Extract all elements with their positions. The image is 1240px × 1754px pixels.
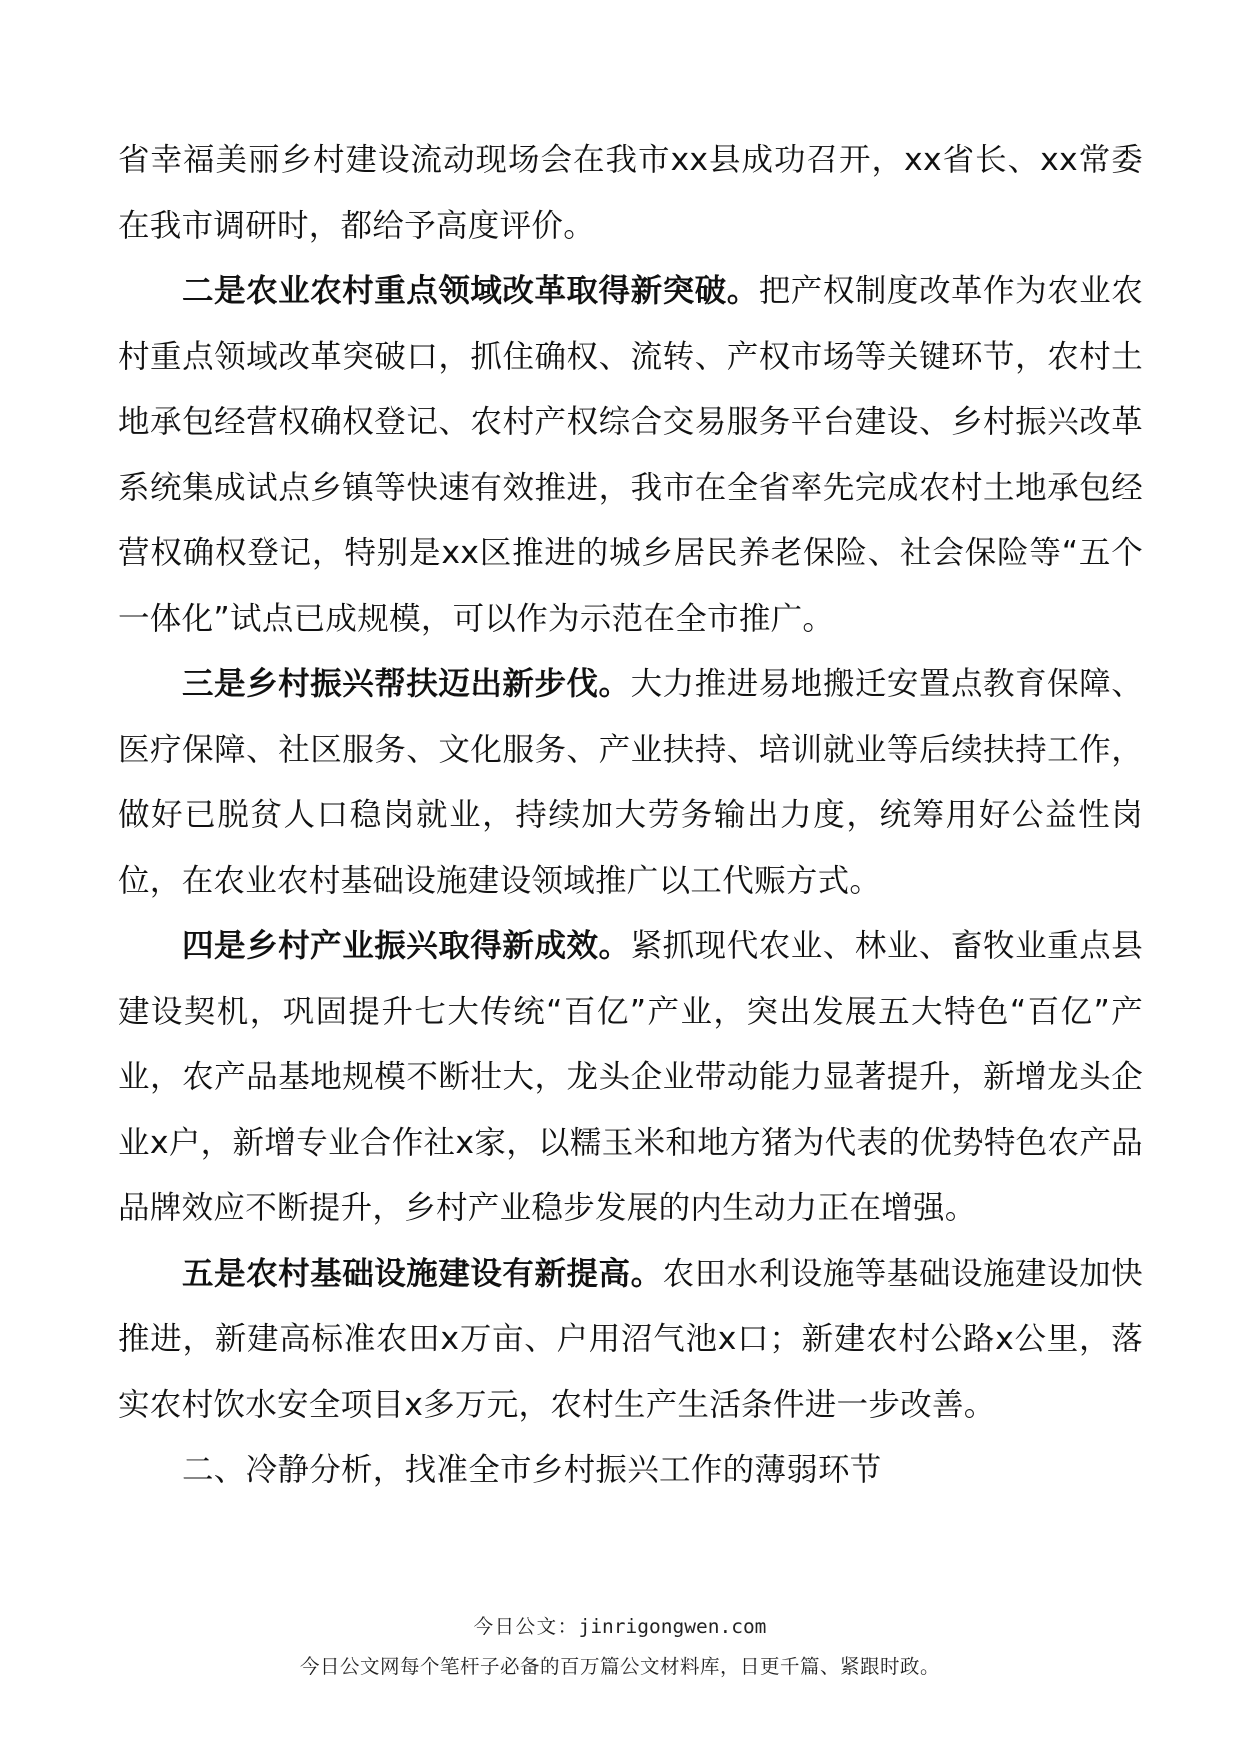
section-heading: 二、冷静分析，找准全市乡村振兴工作的薄弱环节 [182, 1452, 882, 1488]
paragraph-3-text: 大力推进易地搬迁安置点教育保障、医疗保障、社区服务、文化服务、产业扶持、培训就业等后续扶持工作，做好已脱贫人口稳岗就业，持续加大劳务输出力度，统筹用好公益性岗位，在农业农村基础设施建设领域推广以工代赈方式。 [118, 666, 1143, 899]
paragraph-3 [118, 652, 1143, 914]
paragraph-5 [118, 1242, 1143, 1439]
paragraph-3-lead: 三是乡村振兴帮扶迈出新步伐。 [182, 666, 631, 702]
document-body [118, 128, 1143, 1504]
paragraph-1 [118, 128, 1143, 259]
paragraph-4 [118, 914, 1143, 1242]
paragraph-4-lead: 四是乡村产业振兴取得新成效。 [182, 928, 631, 964]
paragraph-5-text: 农田水利设施等基础设施建设加快推进，新建高标准农田x万亩、户用沼气池x口；新建农村公路x公里，落实农村饮水安全项目x多万元，农村生产生活条件进一步改善。 [118, 1255, 1143, 1423]
paragraph-5-lead: 五是农村基础设施建设有新提高。 [182, 1255, 663, 1292]
footer-site-label: 今日公文： [473, 1615, 579, 1638]
paragraph-2 [118, 259, 1143, 652]
paragraph-1-text: 省幸福美丽乡村建设流动现场会在我市xx县成功召开，xx省长、xx常委在我市调研时，都给予高度评价。 [118, 142, 1143, 244]
footer-site-line [0, 1611, 1240, 1639]
paragraph-4-text: 紧抓现代农业、林业、畜牧业重点县建设契机，巩固提升七大传统“百亿”产业，突出发展五大特色“百亿”产业，农产品基地规模不断壮大，龙头企业带动能力显著提升，新增龙头企业x户，新增专业合作社x家，以糯玉米和地方猪为代表的优势特色农产品品牌效应不断提升，乡村产业稳步发展的内生动力正在增强。 [118, 928, 1143, 1226]
paragraph-2-lead: 二是农业农村重点领域改革取得新突破。 [182, 273, 759, 309]
footer-slogan: 今日公文网每个笔杆子必备的百万篇公文材料库，日更千篇、紧跟时政。 [299, 1655, 940, 1678]
paragraph-2-text: 把产权制度改革作为农业农村重点领域改革突破口，抓住确权、流转、产权市场等关键环节，农村土地承包经营权确权登记、农村产权综合交易服务平台建设、乡村振兴改革系统集成试点乡镇等快速有效推进，我市在全省率先完成农村土地承包经营权确权登记，特别是xx区推进的城乡居民养老保险、社会保险等“五个一体化”试点已成规模，可以作为示范在全市推广。 [118, 273, 1144, 637]
footer-site-url[interactable]: jinrigongwen.com [578, 1615, 767, 1638]
